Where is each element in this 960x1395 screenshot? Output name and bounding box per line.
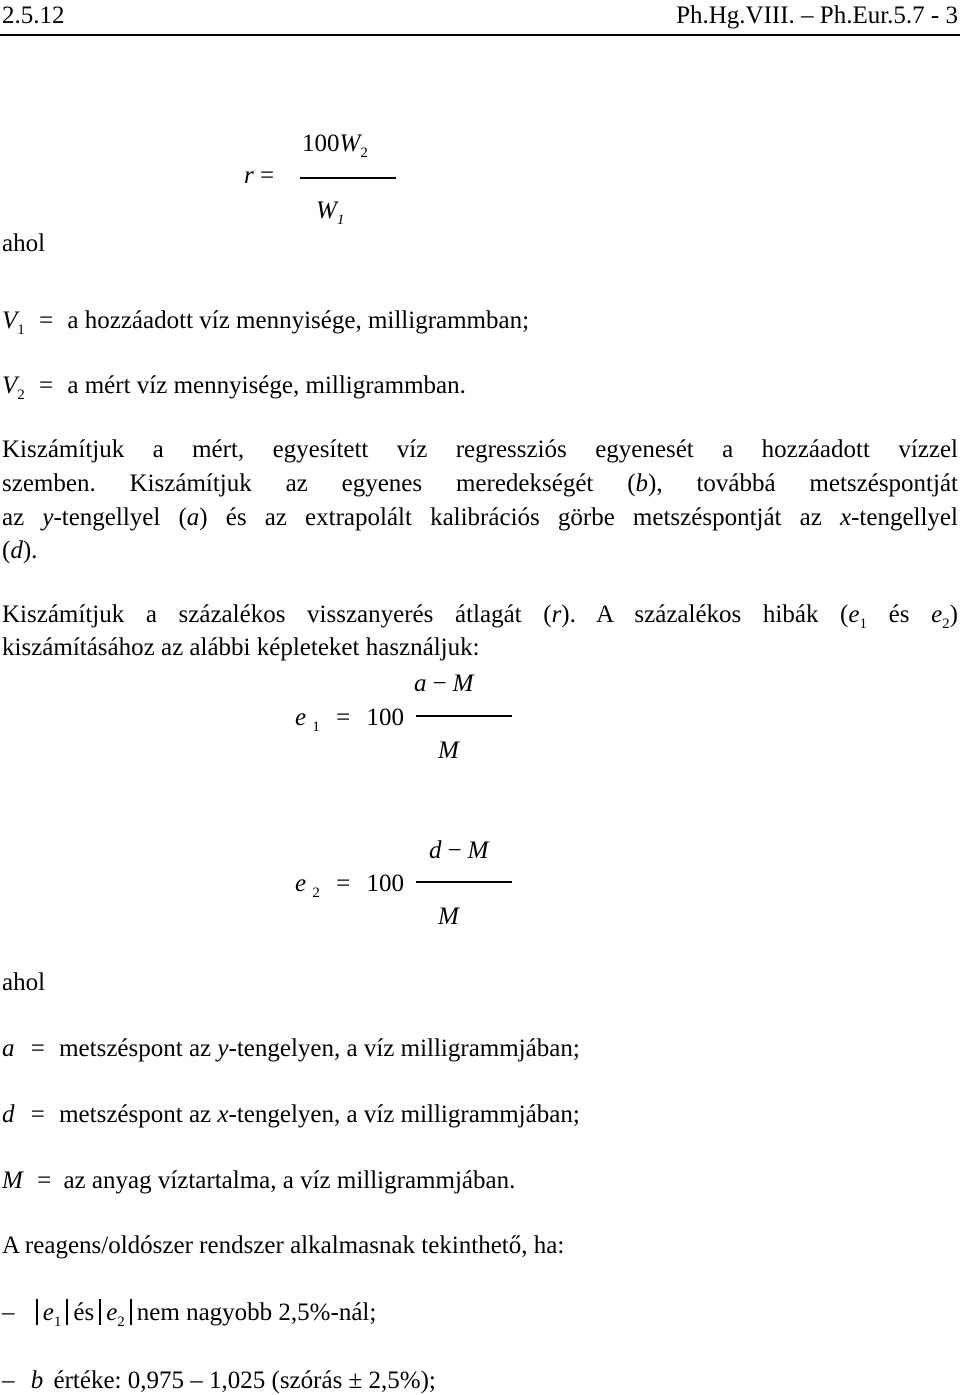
- abs-bar-right-2: [130, 1299, 132, 1325]
- definition-v2: $V_2 = a$ mért víz mennyisége, milligrammban.: [2, 372, 466, 403]
- abs-bar-left-2: [99, 1299, 101, 1325]
- ahol-label-1: ahol: [2, 230, 46, 257]
- criterion-1: – $e_1$ és $e_2$ nem nagyobb 2,5%-nál;: [2, 1299, 377, 1330]
- paragraph-1-line-1: Kiszámítjuk a mért, egyesített víz regressziós egyenesét a hozzáadott vízzel: [2, 436, 958, 463]
- paragraph-2-line-2: kiszámításához az alábbi képleteket használjuk:: [2, 634, 480, 661]
- formula-e2-fraction-bar: [416, 881, 512, 883]
- paragraph-2-line-1: Kiszámítjuk a százalékos visszanyerés átlagát (r). A százalékos hibák ($e_1$ és $e_2$): [2, 601, 958, 632]
- criteria-intro: A reagens/oldószer rendszer alkalmasnak tekinthető, ha:: [2, 1232, 565, 1259]
- formula-r-lhs: r =: [244, 162, 275, 189]
- ahol-label-2: ahol: [2, 969, 46, 996]
- formula-r-fraction-bar: [300, 177, 396, 179]
- paragraph-1-line-3: az y-tengellyel (a) és az extrapolált kalibrációs görbe metszéspontját az x-tengellyel: [2, 504, 958, 531]
- formula-e1-numerator: a − M: [414, 670, 474, 697]
- formula-e1-lhs: e $_1$ = 100: [295, 704, 404, 735]
- abs-bar-right-1: [66, 1299, 68, 1325]
- formula-e2-numerator: d − M: [429, 837, 489, 864]
- paragraph-1-line-4: (d).: [2, 537, 38, 564]
- formula-e1-denominator: M: [438, 737, 459, 764]
- formula-e2-denominator: M: [438, 903, 459, 930]
- definition-a: a = metszéspont az y-tengelyen, a víz milligrammjában;: [2, 1035, 580, 1062]
- formula-e1-fraction-bar: [416, 715, 512, 717]
- header-right: Ph.Hg.VIII. – Ph.Eur.5.7 - 3: [676, 2, 958, 29]
- paragraph-1-line-2: szemben. Kiszámítjuk az egyenes meredekségét (b), továbbá metszéspontját: [2, 470, 958, 497]
- formula-r-denominator: $W_1$: [316, 197, 345, 228]
- definition-d: d = metszéspont az x-tengelyen, a víz milligrammjában;: [2, 1101, 580, 1128]
- header-rule: [0, 34, 960, 36]
- definition-v1: $V_1 = a$ hozzáadott víz mennyisége, milligrammban;: [2, 307, 530, 338]
- formula-r-numerator: $100W_2$: [302, 130, 368, 161]
- abs-bar-left-1: [36, 1299, 38, 1325]
- criterion-2: – b értéke: 0,975 – 1,025 (szórás ± 2,5%);: [2, 1367, 436, 1394]
- header-left: 2.5.12: [2, 2, 65, 29]
- definition-m: M = az anyag víztartalma, a víz milligrammjában.: [2, 1167, 516, 1194]
- formula-e2-lhs: e $_2$ = 100: [295, 870, 404, 901]
